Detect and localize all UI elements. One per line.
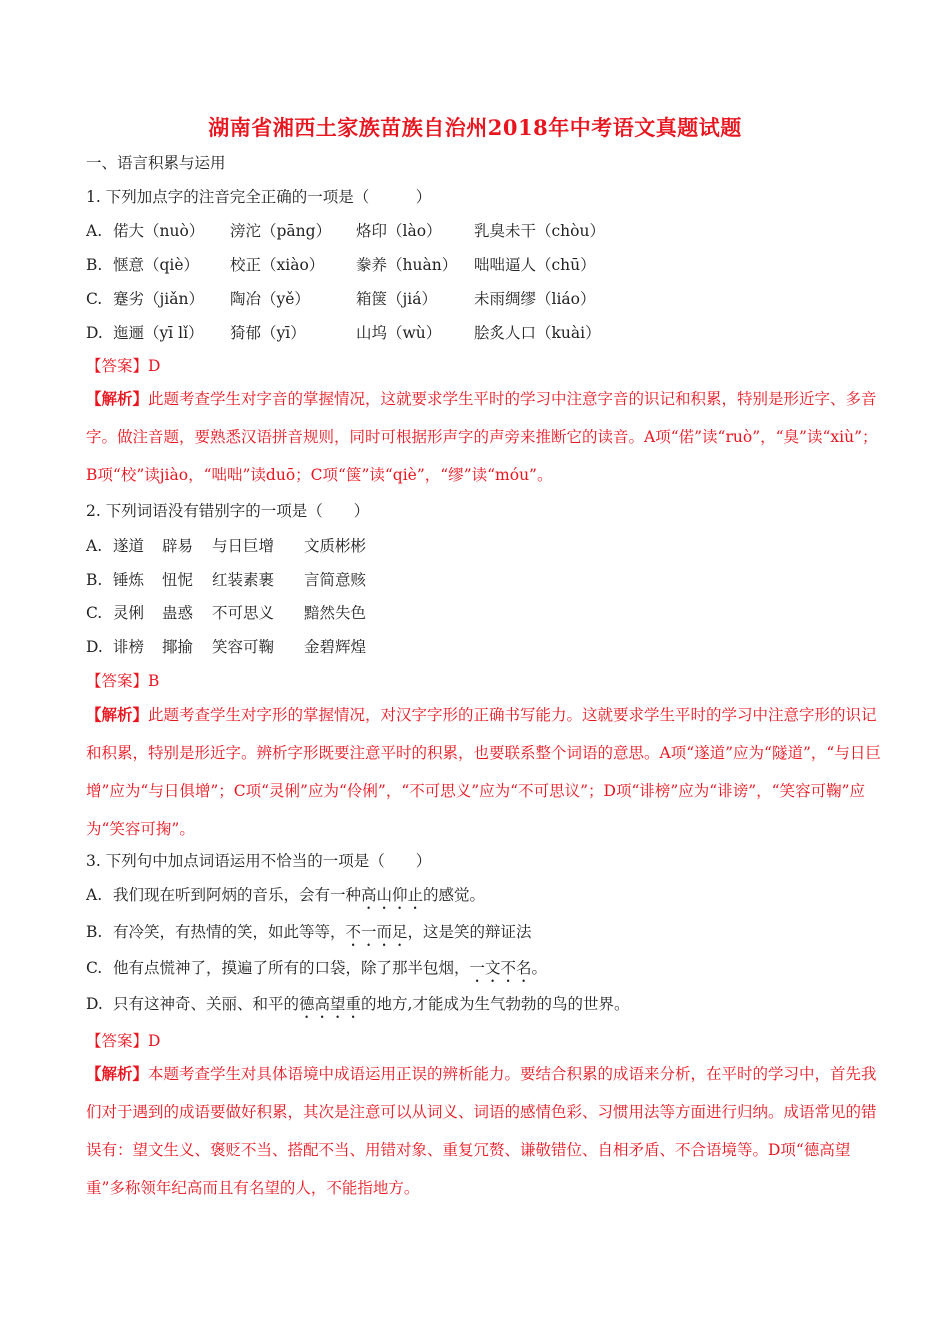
option-item: 与日巨增: [212, 537, 275, 555]
question-3-option-c: [86, 957, 547, 986]
option-label: C.: [86, 959, 103, 977]
question-2-option-d: [86, 636, 366, 658]
option-item: 笑容可鞠: [212, 638, 275, 656]
question-2-option-b: [86, 569, 366, 591]
option-item: 箱箧（jiá）: [356, 290, 438, 308]
option-item: 蛊惑: [162, 604, 194, 622]
option-item: 偌大（nuò）: [113, 222, 205, 240]
option-item: 灵俐: [113, 604, 145, 622]
question-1-answer: 【答案】D: [86, 357, 161, 375]
option-item: 揶揄: [162, 638, 194, 656]
option-item: 蹇劣（jiǎn）: [113, 290, 204, 308]
dotted-word: 一文不名: [469, 959, 532, 977]
option-item: 不可思义: [212, 604, 275, 622]
option-item: 山坞（wù）: [356, 324, 442, 342]
analysis-tag: 【解析】: [86, 1064, 149, 1083]
option-text: ，这是笑的辩证法: [407, 923, 532, 941]
option-item: 滂沱（pāng）: [230, 222, 332, 240]
option-item: 遂道: [113, 537, 145, 555]
option-text: 。: [531, 959, 548, 977]
question-3-option-d: [86, 993, 629, 1022]
option-item: 惬意（qiè）: [113, 256, 200, 274]
option-text: 的感觉。: [423, 886, 486, 904]
option-label: B.: [86, 923, 103, 941]
option-item: 未雨绸缪（liáo）: [474, 290, 596, 308]
option-label: A.: [86, 886, 103, 904]
option-item: 忸怩: [162, 571, 194, 589]
option-label: D.: [86, 638, 103, 656]
option-item: 烙印（lào）: [356, 222, 442, 240]
question-1-option-b: [86, 254, 596, 276]
section-heading: 一、语言积累与运用: [86, 154, 226, 172]
option-item: 豢养（huàn）: [356, 256, 458, 274]
option-item: 脍炙人口（kuài）: [474, 324, 601, 342]
analysis-text: 本题考查学生对具体语境中成语运用正误的辨析能力。要结合积累的成语来分析，在平时的学习中，首先我们对于遇到的成语要做好积累，其次是注意可以从词义、词语的感情色彩、习惯用法等方面进行归纳。成语常见的错误有：望文生义、褒贬不当、搭配不当、用错对象、重复冗赘、谦敬错位、自相矛盾、不合语境等。D项“德高望重”多称领年纪高而且有名望的人，不能指地方。: [86, 1065, 877, 1197]
question-1-stem: 1. 下列加点字的注音完全正确的一项是（ ）: [86, 188, 432, 206]
option-text: 我们现在听到阿炳的音乐，会有一种: [113, 886, 362, 904]
option-item: 迤逦（yī lǐ）: [113, 324, 204, 342]
option-item: 黯然失色: [304, 604, 367, 622]
analysis-tag: 【解析】: [86, 389, 149, 408]
option-item: 乳臭未干（chòu）: [474, 222, 605, 240]
option-text: 的地方,才能成为生气勃勃的鸟的世界。: [361, 995, 630, 1013]
analysis-text: 此题考查学生对字形的掌握情况，对汉字字形的正确书写能力。这就要求学生平时的学习中注意字形的识记和积累，特别是形近字。辨析字形既要注意平时的积累，也要联系整个词语的意思。A项“遂道”应为“隧道”，“与日巨增”应为“与日俱增”；C项“灵俐”应为“伶俐”，“不可思义”应为“不可思议”；D项“诽榜”应为“诽谤”，“笑容可鞠”应为“笑容可掬”。: [86, 706, 881, 838]
document-title: 湖南省湘西土家族苗族自治州2018年中考语文真题试题: [208, 115, 742, 140]
question-3-analysis: [86, 1055, 881, 1207]
option-label: B.: [86, 256, 103, 274]
question-1-analysis: [86, 380, 881, 494]
option-item: 锤炼: [113, 571, 145, 589]
question-3-stem: 3. 下列句中加点词语运用不恰当的一项是（ ）: [86, 852, 432, 870]
option-item: 辟易: [162, 537, 194, 555]
question-2-analysis: [86, 696, 881, 848]
option-text: 他有点慌神了，摸遍了所有的口袋，除了那半包烟，: [113, 959, 470, 977]
option-item: 文质彬彬: [304, 537, 367, 555]
dotted-word: 高山仰止: [361, 886, 424, 904]
analysis-text: 此题考查学生对字音的掌握情况，这就要求学生平时的学习中注意字音的识记和积累，特别是形近字、多音字。做注音题，要熟悉汉语拼音规则，同时可根据形声字的声旁来推断它的读音。A项“偌”读“ruò”，“臭”读“xiù”；B项“校”读jiào，“咄咄”读duō；C项“箧”读“qiè”，“缪”读“móu”。: [86, 390, 878, 484]
option-item: 红装素裹: [212, 571, 275, 589]
analysis-tag: 【解析】: [86, 705, 149, 724]
question-1-option-a: [86, 220, 605, 242]
option-item: 猗郁（yī）: [230, 324, 306, 342]
option-label: B.: [86, 571, 103, 589]
option-item: 诽榜: [113, 638, 145, 656]
question-1-option-d: [86, 322, 601, 344]
option-label: C.: [86, 604, 103, 622]
option-item: 咄咄逼人（chū）: [474, 256, 596, 274]
question-3-answer: 【答案】D: [86, 1032, 161, 1050]
question-2-option-a: [86, 535, 366, 557]
question-2-option-c: [86, 602, 366, 624]
option-label: A.: [86, 537, 103, 555]
question-2-answer: 【答案】B: [86, 672, 160, 690]
dotted-word: 不一而足: [345, 923, 408, 941]
question-3-option-a: [86, 884, 485, 913]
option-label: D.: [86, 995, 103, 1013]
dotted-word: 德高望重: [299, 995, 362, 1013]
question-2-stem: 2. 下列词语没有错别字的一项是（ ）: [86, 502, 370, 520]
option-label: C.: [86, 290, 103, 308]
option-item: 金碧辉煌: [304, 638, 367, 656]
option-item: 言简意赅: [304, 571, 367, 589]
question-3-option-b: [86, 921, 532, 950]
option-item: 陶冶（yě）: [230, 290, 310, 308]
question-1-option-c: [86, 288, 596, 310]
option-label: D.: [86, 324, 103, 342]
option-text: 只有这神奇、关丽、和平的: [113, 995, 300, 1013]
option-text: 有冷笑，有热情的笑，如此等等，: [113, 923, 346, 941]
option-label: A.: [86, 222, 103, 240]
option-item: 校正（xiào）: [230, 256, 325, 274]
